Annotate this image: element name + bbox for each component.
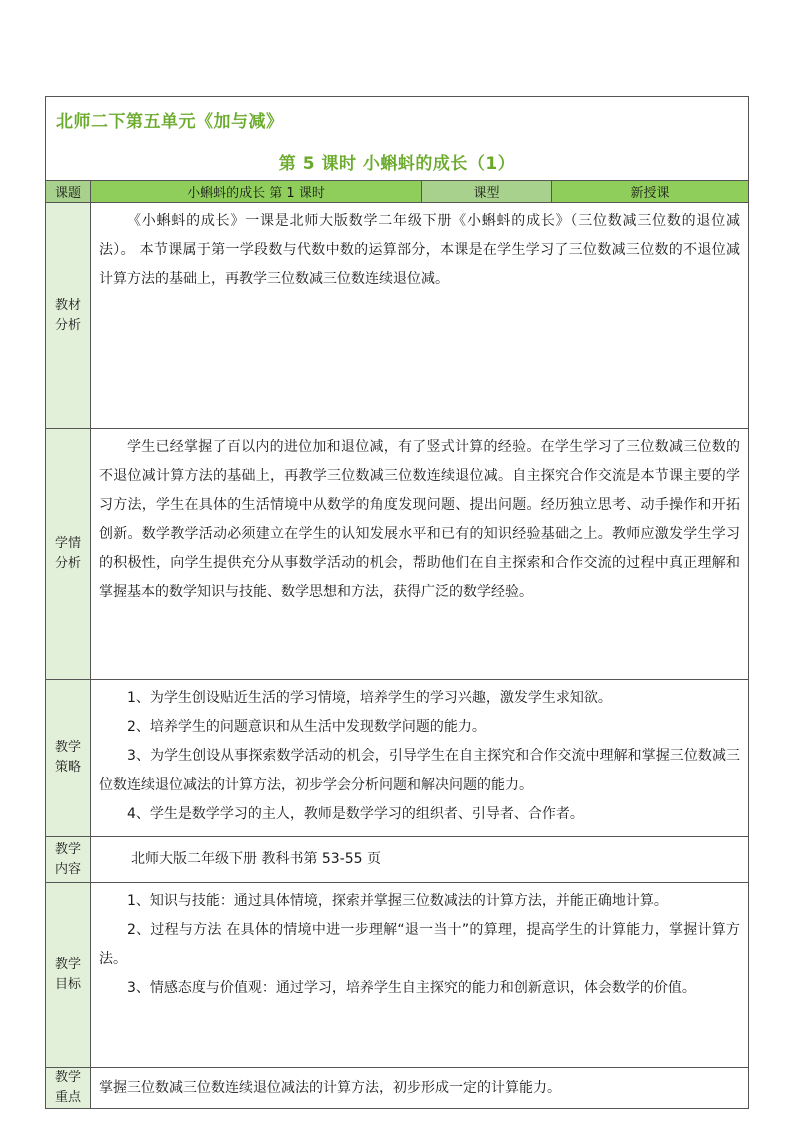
section-label: 学情分析 <box>46 429 91 679</box>
section-teaching-strategy <box>46 680 748 837</box>
section-student-analysis <box>46 429 748 680</box>
section-teaching-content <box>46 837 748 883</box>
section-teaching-goals <box>46 883 748 1068</box>
section-label: 教材分析 <box>46 203 91 428</box>
type-value: 新授课 <box>552 181 748 202</box>
topic-value: 小蝌蚪的成长 第 1 课时 <box>91 181 422 202</box>
paragraph: 掌握三位数减三位数连续退位减法的计算方法，初步形成一定的计算能力。 <box>99 1079 561 1096</box>
section-content <box>91 429 748 679</box>
section-key-points <box>46 1068 748 1109</box>
section-label: 教学策略 <box>46 680 91 836</box>
paragraph: 学生已经掌握了百以内的进位加和退位减，有了竖式计算的经验。在学生学习了三位数减三位数的不退位减计算方法的基础上，再教学三位数减三位数连续退位减。自主探究合作交流是本节课主要的学习方法，学生在具体的生活情境中从数学的角度发现问题、提出问题。经历独立思考、动手操作和开拓创新。数学教学活动必须建立在学生的认知发展水平和已有的知识经验基础之上。教师应激发学生学习的积极性，向学生提供充分从事数学活动的机会，帮助他们在自主探索和合作交流的过程中真正理解和掌握基本的数学知识与技能、数学思想和方法，获得广泛的数学经验。 <box>99 439 740 600</box>
list-item: 2、培养学生的问题意识和从生活中发现数学问题的能力。 <box>127 719 486 735</box>
lesson-plan-table <box>45 96 749 1109</box>
section-textbook-analysis <box>46 203 748 429</box>
list-item: 4、学生是数学学习的主人，教师是数学学习的组织者、引导者、合作者。 <box>127 806 584 822</box>
section-content <box>91 680 748 836</box>
section-content <box>91 883 748 1067</box>
list-item: 1、知识与技能：通过具体情境，探索并掌握三位数减法的计算方法，并能正确地计算。 <box>127 893 668 909</box>
section-label: 教学目标 <box>46 883 91 1067</box>
section-content <box>91 1068 748 1108</box>
unit-title: 北师二下第五单元《加与减》 <box>56 112 284 132</box>
section-label: 教学重点 <box>46 1068 91 1108</box>
list-item: 1、为学生创设贴近生活的学习情境，培养学生的学习兴趣，激发学生求知欲。 <box>127 690 612 706</box>
topic-label: 课题 <box>46 181 91 202</box>
lesson-title: 第 5 课时 小蝌蚪的成长（1） <box>278 154 516 174</box>
section-label: 教学内容 <box>46 837 91 882</box>
paragraph: 北师大版二年级下册 教科书第 53-55 页 <box>131 851 382 867</box>
table-header <box>46 97 748 181</box>
paragraph: 《小蝌蚪的成长》一课是北师大版数学二年级下册《小蝌蚪的成长》（三位数减三位数的退位减法）。 本节课属于第一学段数与代数中数的运算部分，本课是在学生学习了三位数减三位数的不退位减计算方法的基础上，再教学三位数减三位数连续退位减。 <box>99 213 740 287</box>
topic-row <box>46 181 748 203</box>
list-item: 3、为学生创设从事探索数学活动的机会，引导学生在自主探究和合作交流中理解和掌握三位数减三位数连续退位减法的计算方法，初步学会分析问题和解决问题的能力。 <box>99 748 740 793</box>
section-content <box>91 837 748 882</box>
type-label: 课型 <box>422 181 552 202</box>
list-item: 3、情感态度与价值观：通过学习，培养学生自主探究的能力和创新意识，体会数学的价值。 <box>127 980 696 996</box>
section-content <box>91 203 748 428</box>
list-item: 2、过程与方法 在具体的情境中进一步理解“退一当十”的算理，提高学生的计算能力，掌握计算方法。 <box>99 922 740 967</box>
